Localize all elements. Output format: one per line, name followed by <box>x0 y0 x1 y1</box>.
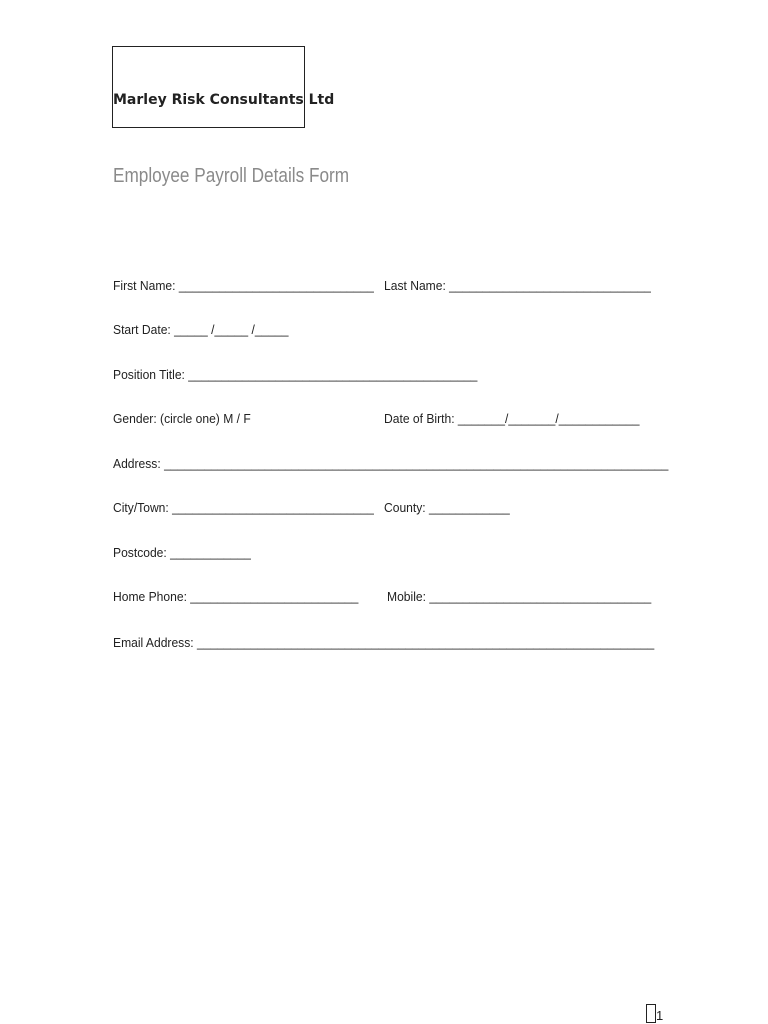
address-field[interactable]: Address: ___________________________________________________________________________ <box>113 456 669 471</box>
form-title: Employee Payroll Details Form <box>113 165 350 187</box>
date-of-birth-field[interactable]: Date of Birth: _______/_______/____________ <box>384 411 640 426</box>
last-name-field[interactable]: Last Name: ______________________________ <box>384 278 651 293</box>
mobile-field[interactable]: Mobile: _________________________________ <box>387 589 652 604</box>
gender-field[interactable]: Gender: (circle one) M / F <box>113 411 251 426</box>
email-address-field[interactable]: Email Address: ____________________________________________________________________ <box>113 635 655 650</box>
county-field[interactable]: County: ____________ <box>384 500 510 515</box>
city-town-field[interactable]: City/Town: ______________________________ <box>113 500 374 515</box>
start-date-field[interactable]: Start Date: _____ /_____ /_____ <box>113 322 289 337</box>
company-name: Marley Risk Consultants Ltd <box>113 92 335 108</box>
page-number-text: 1 <box>656 1008 664 1023</box>
page-number <box>646 1004 663 1023</box>
position-title-field[interactable]: Position Title: ___________________________________________ <box>113 367 478 382</box>
first-name-field[interactable]: First Name: _____________________________ <box>113 278 374 293</box>
home-phone-field[interactable]: Home Phone: _________________________ <box>113 589 359 604</box>
postcode-field[interactable]: Postcode: ____________ <box>113 545 251 560</box>
page-marker-glyph <box>646 1004 656 1023</box>
company-logo-box <box>112 46 305 128</box>
